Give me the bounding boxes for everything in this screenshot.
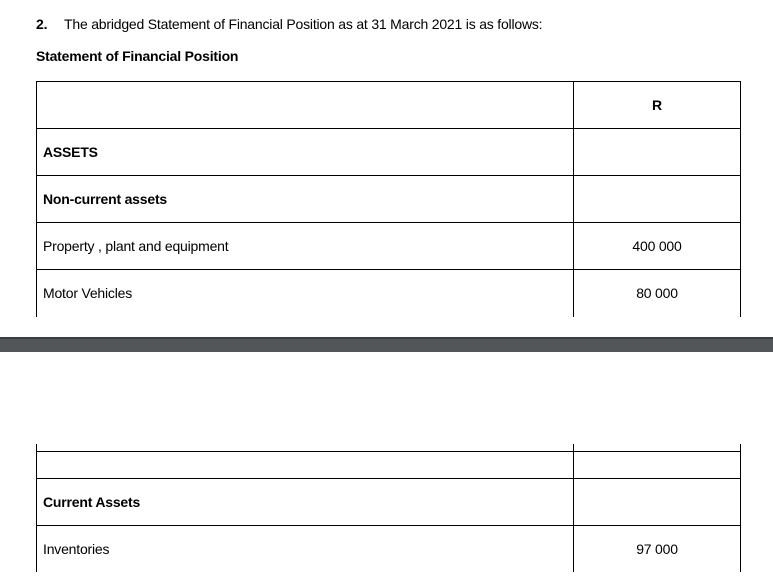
financial-position-table-top (36, 81, 741, 317)
table-row (37, 479, 741, 526)
row-amount-motor-vehicles: 80 000 (574, 270, 741, 317)
row-amount-assets (574, 129, 741, 176)
table-continuation-stub (37, 444, 741, 452)
question-line (36, 16, 542, 32)
stub-amount-cell (574, 444, 741, 452)
statement-heading: Statement of Financial Position (36, 48, 239, 64)
page-break-separator (0, 337, 773, 352)
blank-label-cell (37, 452, 574, 479)
table-row (37, 526, 741, 573)
row-amount-current-assets (574, 479, 741, 526)
table-header-row (37, 82, 741, 129)
row-amount-inventories: 97 000 (574, 526, 741, 573)
table-row (37, 270, 741, 317)
blank-amount-cell (574, 452, 741, 479)
table-blank-row (37, 452, 741, 479)
page-break-shadow (0, 337, 773, 339)
question-text: The abridged Statement of Financial Position as at 31 March 2021 is as follows: (64, 16, 543, 32)
header-amount-cell: R (574, 82, 741, 129)
row-amount-property-plant-equipment: 400 000 (574, 223, 741, 270)
table-row (37, 223, 741, 270)
header-label-cell (37, 82, 574, 129)
table-row (37, 129, 741, 176)
row-amount-non-current-assets (574, 176, 741, 223)
stub-label-cell (37, 444, 574, 452)
row-label-motor-vehicles: Motor Vehicles (37, 270, 574, 317)
row-label-non-current-assets: Non-current assets (37, 176, 574, 223)
row-label-inventories: Inventories (37, 526, 574, 573)
row-label-property-plant-equipment: Property , plant and equipment (37, 223, 574, 270)
table-row (37, 176, 741, 223)
question-number: 2. (36, 16, 48, 32)
row-label-assets: ASSETS (37, 129, 574, 176)
row-label-current-assets: Current Assets (37, 479, 574, 526)
financial-position-table-bottom (36, 444, 741, 572)
